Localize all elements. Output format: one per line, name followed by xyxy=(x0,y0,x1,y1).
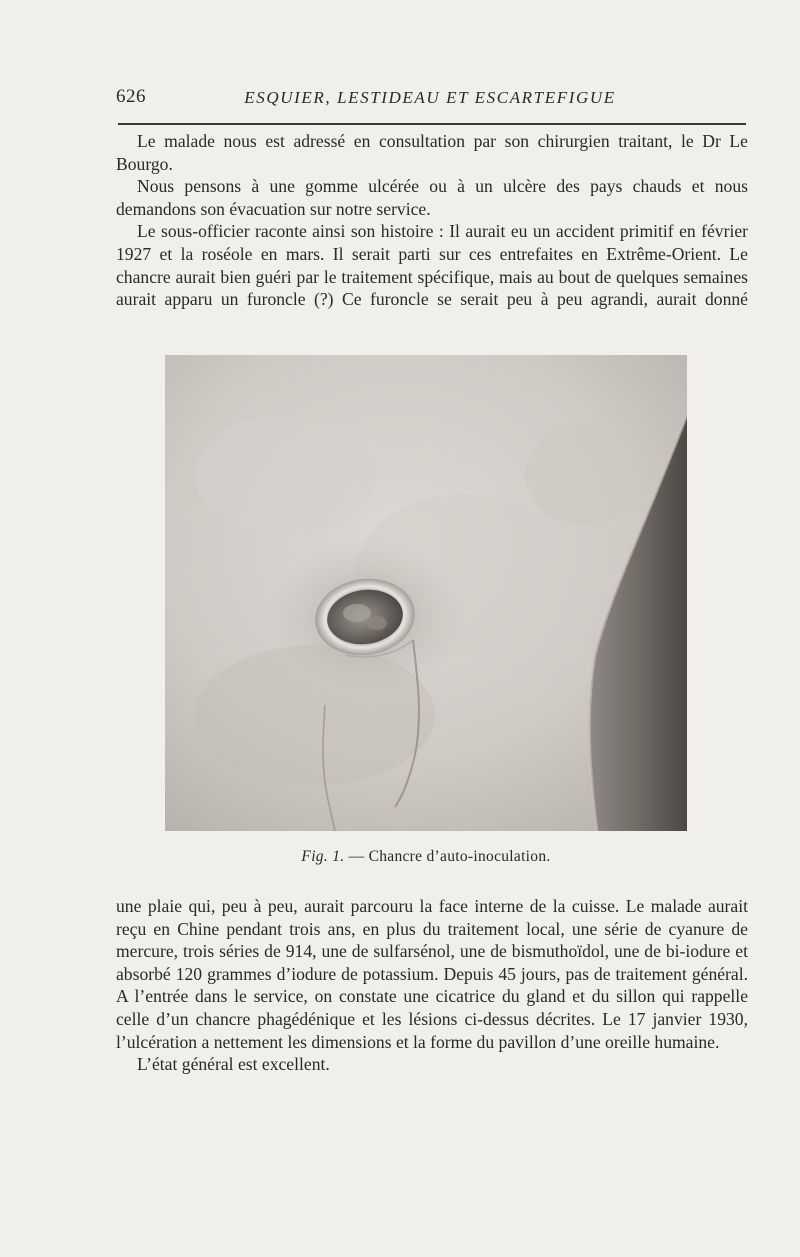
figure-label: Fig. 1. xyxy=(301,848,345,865)
clinical-photograph xyxy=(165,355,687,831)
paragraph: Nous pensons à une gomme ulcérée ou à un ulcère des pays chauds et nous demandons son évacuation sur notre service. xyxy=(116,176,748,219)
paragraph: Le sous-officier raconte ainsi son histoire : Il aurait eu un accident primitif en février 1927 et la roséole en mars. Il serait parti sur ces entrefaites en Extrême-Orient. Le chancre aurait bien guéri par le traitement spécifique, mais au bout de quelques semaines aurait apparu un furoncle (?) Ce furoncle se serait peu à peu agrandi, aurait donné xyxy=(116,221,748,310)
text-after-figure xyxy=(116,895,748,1076)
text-before-figure xyxy=(116,130,748,311)
running-head: ESQUIER, LESTIDEAU ET ESCARTEFIGUE xyxy=(244,88,616,107)
figure-caption-text: — Chancre d’auto-inoculation. xyxy=(348,848,551,865)
paragraph: Le malade nous est adressé en consultation par son chirurgien traitant, le Dr Le Bourgo. xyxy=(116,131,748,174)
paragraph: une plaie qui, peu à peu, aurait parcouru la face interne de la cuisse. Le malade aurait reçu en Chine pendant trois ans, en plus du traitement local, une série de cyanure de mercure, trois séries de 914, une de sulfarsénol, une de bismuthoïdol, une de bi-iodure et absorbé 120 grammes d’iodure de potassium. Depuis 45 jours, pas de traitement général. A l’entrée dans le service, on constate une cicatrice du gland et du sillon qui rappelle celle d’un chancre phagédénique et les lésions ci-dessus décrites. Le 17 janvier 1930, l’ulcération a nettement les dimensions et la forme du pavillon d’une oreille humaine. xyxy=(116,896,748,1052)
figure-caption xyxy=(165,848,687,866)
page-number: 626 xyxy=(116,86,146,107)
header-rule xyxy=(118,123,746,125)
paragraph: L’état général est excellent. xyxy=(137,1054,330,1075)
